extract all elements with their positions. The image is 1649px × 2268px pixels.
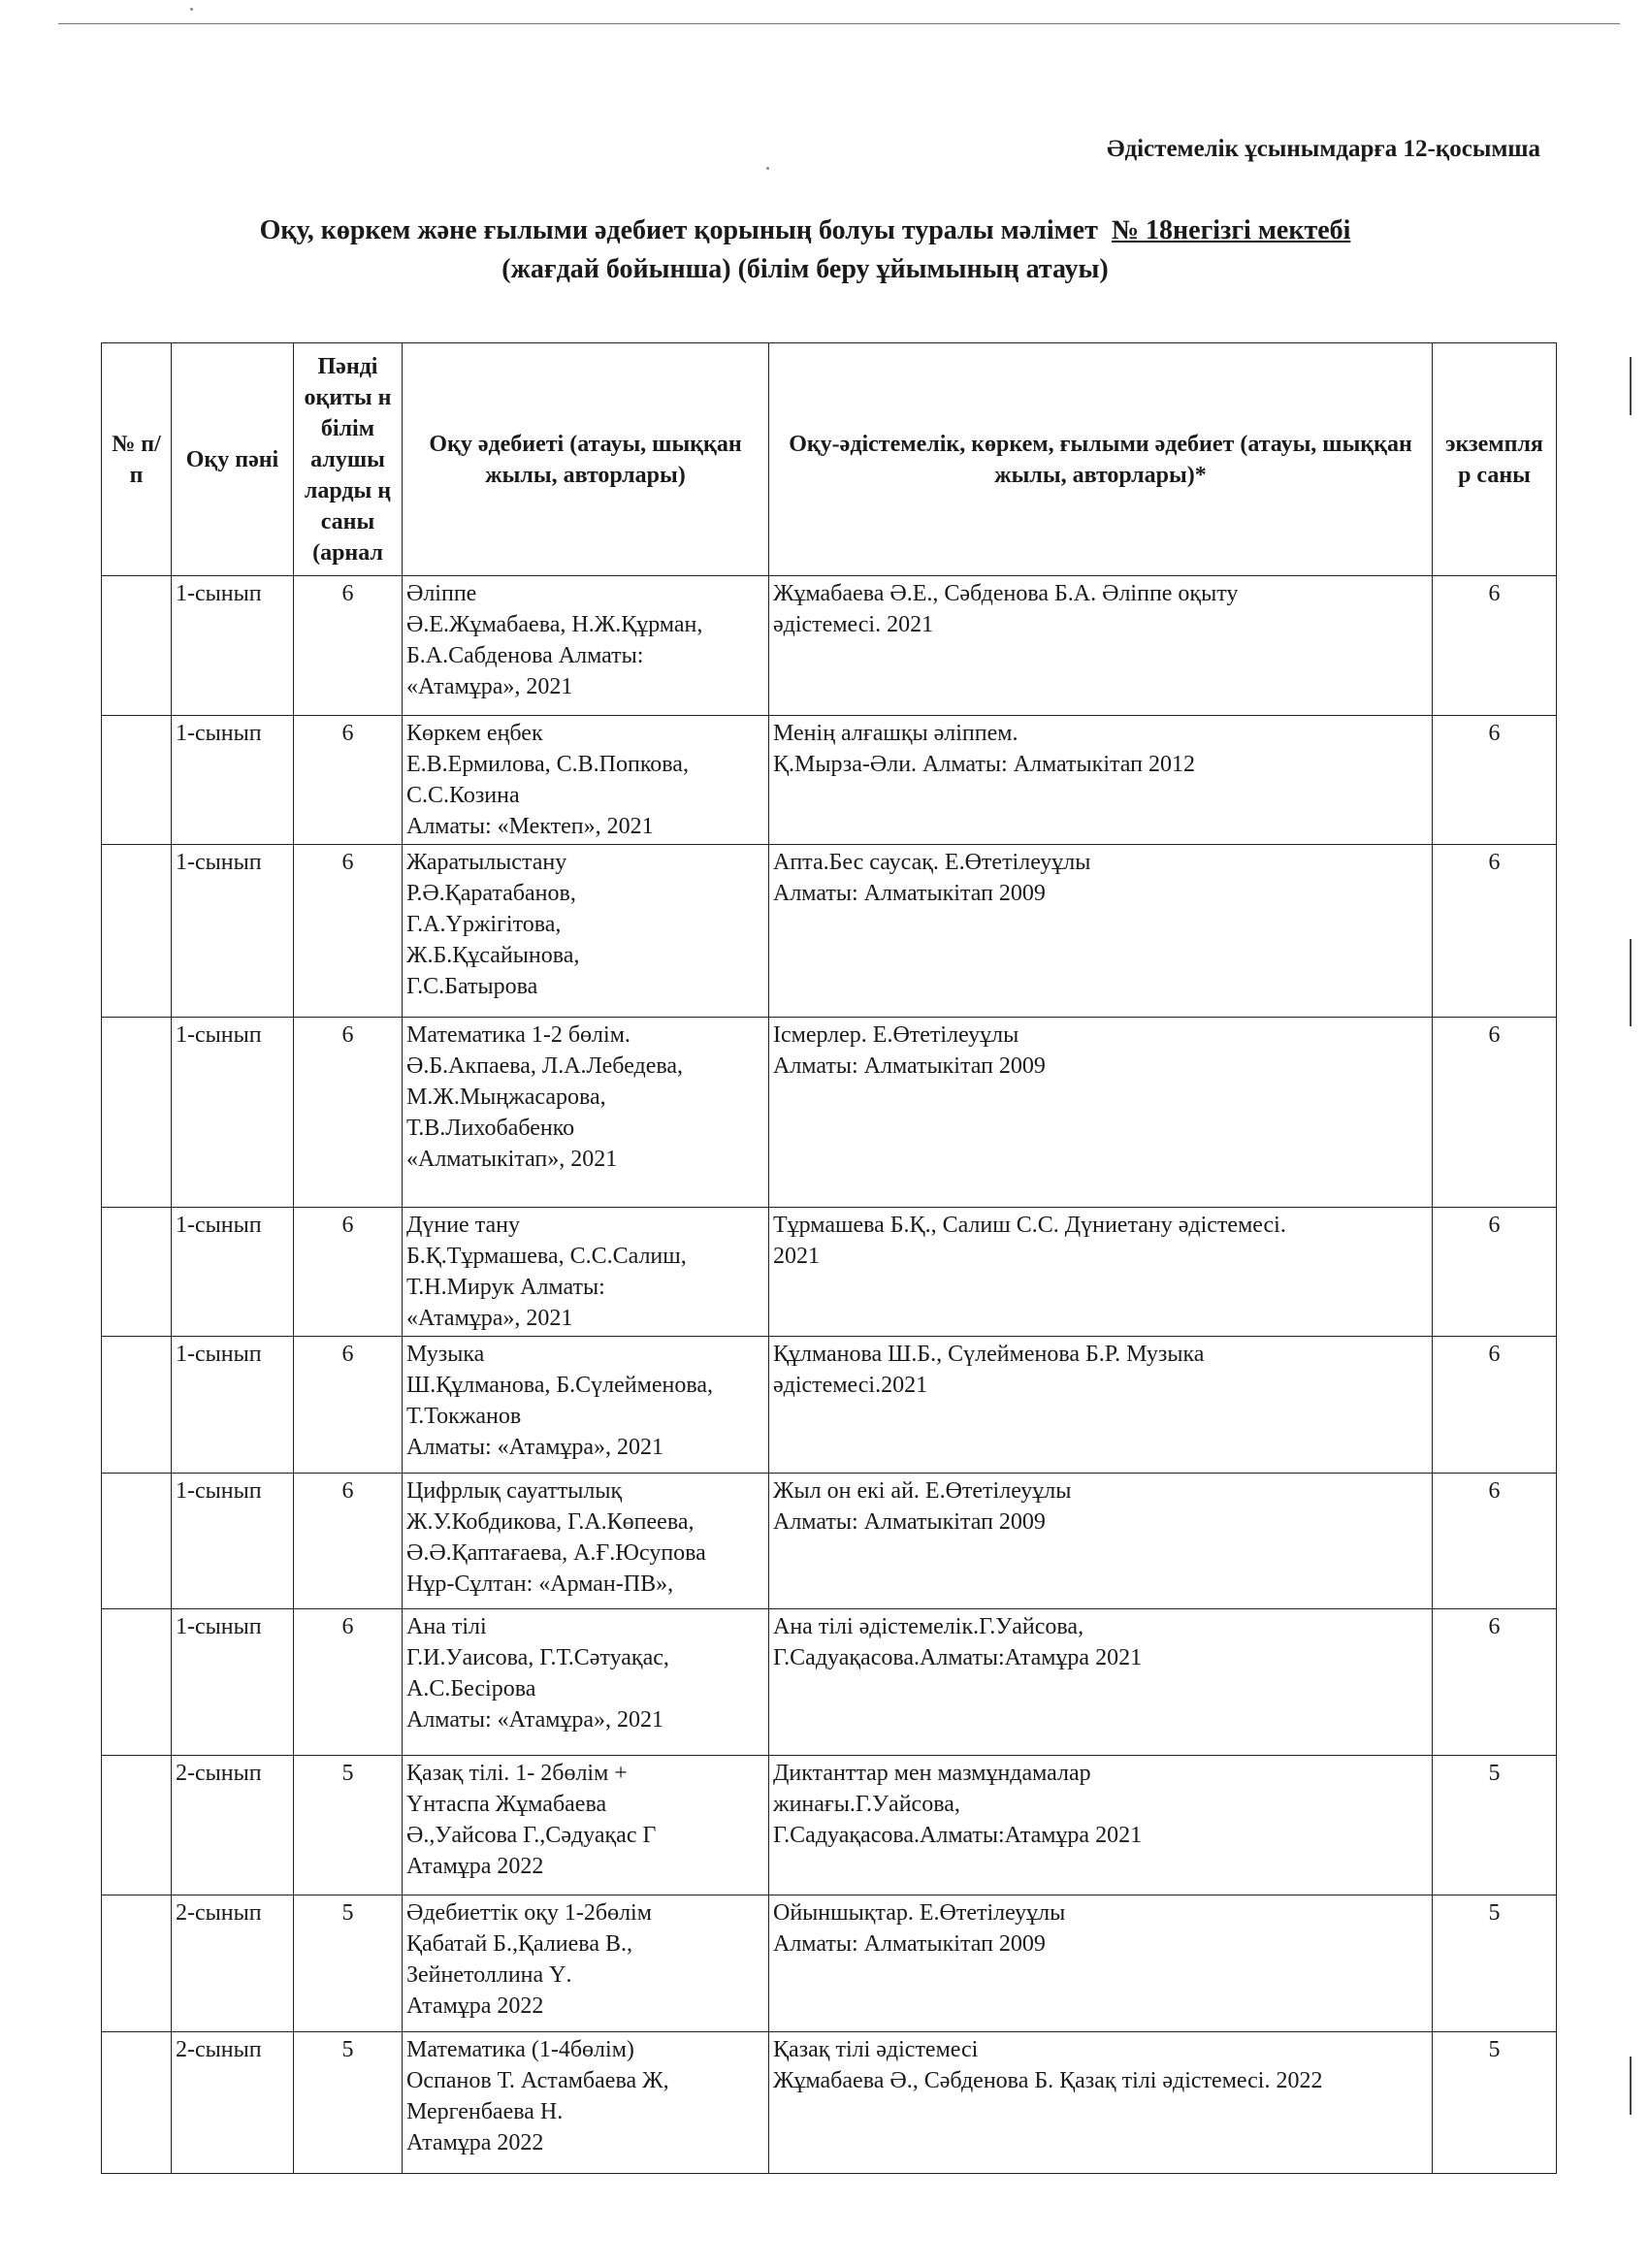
scan-edge-mark xyxy=(1630,939,1632,1026)
table-row xyxy=(102,1337,1557,1474)
literature-table xyxy=(101,342,1557,2174)
row-copies: 5 xyxy=(1433,2032,1557,2174)
table-row xyxy=(102,1018,1557,1208)
row-students-count: 6 xyxy=(294,1609,403,1756)
header-subject: Оқу пәні xyxy=(172,343,294,576)
row-subject: 1-сынып xyxy=(172,1018,294,1208)
row-students-count: 6 xyxy=(294,1018,403,1208)
row-students-count: 5 xyxy=(294,1895,403,2032)
row-textbook: Музыка Ш.Құлманова, Б.Сүлейменова, Т.Токжанов Алматы: «Атамұра», 2021 xyxy=(403,1337,769,1474)
table-row xyxy=(102,1208,1557,1337)
scan-edge-mark xyxy=(1630,2057,1632,2115)
row-methodical: Жыл он екі ай. Е.Өтетілеуұлы Алматы: Алматыкітап 2009 xyxy=(769,1474,1433,1609)
row-copies: 6 xyxy=(1433,716,1557,845)
row-copies: 6 xyxy=(1433,1474,1557,1609)
header-students: Пәнді оқиты н білім алушы ларды ң саны (арнал xyxy=(294,343,403,576)
row-subject: 1-сынып xyxy=(172,1337,294,1474)
row-methodical: Ойыншықтар. Е.Өтетілеуұлы Алматы: Алматыкітап 2009 xyxy=(769,1895,1433,2032)
header-row xyxy=(102,343,1557,576)
title-line2: (жағдай бойынша) (білім беру ұйымының атауы) xyxy=(501,254,1109,284)
row-copies: 6 xyxy=(1433,845,1557,1018)
row-methodical: Апта.Бес саусақ. Е.Өтетілеуұлы Алматы: Алматыкітап 2009 xyxy=(769,845,1433,1018)
title-line1: Оқу, көркем және ғылыми әдебиет қорының болуы туралы мәлімет xyxy=(259,215,1098,245)
row-students-count: 6 xyxy=(294,576,403,716)
annex-label: Әдістемелік ұсынымдарға 12-қосымша xyxy=(1107,136,1540,162)
row-copies: 6 xyxy=(1433,1609,1557,1756)
row-subject: 1-сынып xyxy=(172,1474,294,1609)
row-subject: 1-сынып xyxy=(172,1208,294,1337)
row-copies: 6 xyxy=(1433,1208,1557,1337)
row-methodical: Диктанттар мен мазмұндамалар жинағы.Г.Уайсова, Г.Садуақасова.Алматы:Атамұра 2021 xyxy=(769,1756,1433,1895)
header-copies: экземпля р саны xyxy=(1433,343,1557,576)
row-methodical: Ісмерлер. Е.Өтетілеуұлы Алматы: Алматыкітап 2009 xyxy=(769,1018,1433,1208)
header-textbook: Оқу әдебиеті (атауы, шыққан жылы, авторлары) xyxy=(403,343,769,576)
scan-dot xyxy=(190,8,193,11)
row-students-count: 5 xyxy=(294,1756,403,1895)
row-textbook: Математика 1-2 бөлім. Ә.Б.Акпаева, Л.А.Лебедева, М.Ж.Мыңжасарова, Т.В.Лихобабенко «Алматыкітап», 2021 xyxy=(403,1018,769,1208)
row-textbook: Ана тілі Г.И.Уаисова, Г.Т.Сәтуақас, А.С.Бесірова Алматы: «Атамұра», 2021 xyxy=(403,1609,769,1756)
row-textbook: Көркем еңбек Е.В.Ермилова, С.В.Попкова, С.С.Козина Алматы: «Мектеп», 2021 xyxy=(403,716,769,845)
row-textbook: Дүние тану Б.Қ.Тұрмашева, С.С.Салиш, Т.Н.Мирук Алматы: «Атамұра», 2021 xyxy=(403,1208,769,1337)
row-copies: 6 xyxy=(1433,1018,1557,1208)
row-number xyxy=(102,1895,172,2032)
row-textbook: Қазақ тілі. 1- 2бөлім + Үнтаспа Жұмабаева Ә.,Уайсова Г.,Сәдуақас Г Атамұра 2022 xyxy=(403,1756,769,1895)
table-row xyxy=(102,1474,1557,1609)
table-row xyxy=(102,716,1557,845)
table-row xyxy=(102,576,1557,716)
row-number xyxy=(102,1208,172,1337)
row-students-count: 6 xyxy=(294,1474,403,1609)
scan-edge-mark xyxy=(1630,357,1632,415)
row-students-count: 6 xyxy=(294,1208,403,1337)
document-title xyxy=(126,211,1484,289)
table-row xyxy=(102,1609,1557,1756)
row-number xyxy=(102,716,172,845)
row-number xyxy=(102,2032,172,2174)
school-name: № 18негізгі мектебі xyxy=(1111,215,1351,245)
table-row xyxy=(102,1756,1557,1895)
row-methodical: Тұрмашева Б.Қ., Салиш С.С. Дүниетану әдістемесі. 2021 xyxy=(769,1208,1433,1337)
row-methodical: Құлманова Ш.Б., Сүлейменова Б.Р. Музыка әдістемесі.2021 xyxy=(769,1337,1433,1474)
row-number xyxy=(102,576,172,716)
row-copies: 5 xyxy=(1433,1756,1557,1895)
row-number xyxy=(102,1474,172,1609)
row-students-count: 5 xyxy=(294,2032,403,2174)
row-number xyxy=(102,1018,172,1208)
row-number xyxy=(102,1609,172,1756)
row-textbook: Жаратылыстану Р.Ә.Қаратабанов, Г.А.Үржігітова, Ж.Б.Құсайынова, Г.С.Батырова xyxy=(403,845,769,1018)
row-textbook: Әліппе Ә.Е.Жұмабаева, Н.Ж.Құрман, Б.А.Сабденова Алматы: «Атамұра», 2021 xyxy=(403,576,769,716)
row-textbook: Цифрлық сауаттылық Ж.У.Кобдикова, Г.А.Көпеева, Ә.Ә.Қаптағаева, А.Ғ.Юсупова Нұр-Сұлтан: «Арман-ПВ», xyxy=(403,1474,769,1609)
row-textbook: Математика (1-4бөлім) Оспанов Т. Астамбаева Ж, Мергенбаева Н. Атамұра 2022 xyxy=(403,2032,769,2174)
row-subject: 1-сынып xyxy=(172,1609,294,1756)
row-copies: 5 xyxy=(1433,1895,1557,2032)
row-methodical: Ана тілі әдістемелік.Г.Уайсова, Г.Садуақасова.Алматы:Атамұра 2021 xyxy=(769,1609,1433,1756)
row-students-count: 6 xyxy=(294,716,403,845)
row-number xyxy=(102,845,172,1018)
scan-dot xyxy=(766,167,769,170)
row-methodical: Қазақ тілі әдістемесі Жұмабаева Ә., Сәбденова Б. Қазақ тілі әдістемесі. 2022 xyxy=(769,2032,1433,2174)
row-number xyxy=(102,1337,172,1474)
row-copies: 6 xyxy=(1433,1337,1557,1474)
row-number xyxy=(102,1756,172,1895)
row-methodical: Менің алғашқы әліппем. Қ.Мырза-Әли. Алматы: Алматыкітап 2012 xyxy=(769,716,1433,845)
header-methodical: Оқу-әдістемелік, көркем, ғылыми әдебиет (атауы, шыққан жылы, авторлары)* xyxy=(769,343,1433,576)
row-subject: 1-сынып xyxy=(172,576,294,716)
row-students-count: 6 xyxy=(294,845,403,1018)
table-row xyxy=(102,845,1557,1018)
row-subject: 2-сынып xyxy=(172,2032,294,2174)
row-subject: 2-сынып xyxy=(172,1756,294,1895)
row-students-count: 6 xyxy=(294,1337,403,1474)
row-copies: 6 xyxy=(1433,576,1557,716)
row-subject: 2-сынып xyxy=(172,1895,294,2032)
row-textbook: Әдебиеттік оқу 1-2бөлім Қабатай Б.,Қалиева В., Зейнетоллина Ү. Атамұра 2022 xyxy=(403,1895,769,2032)
table-row xyxy=(102,1895,1557,2032)
table-row xyxy=(102,2032,1557,2174)
header-num: № п/п xyxy=(102,343,172,576)
top-scan-line xyxy=(58,23,1620,24)
row-subject: 1-сынып xyxy=(172,716,294,845)
row-subject: 1-сынып xyxy=(172,845,294,1018)
row-methodical: Жұмабаева Ә.Е., Сәбденова Б.А. Әліппе оқыту әдістемесі. 2021 xyxy=(769,576,1433,716)
